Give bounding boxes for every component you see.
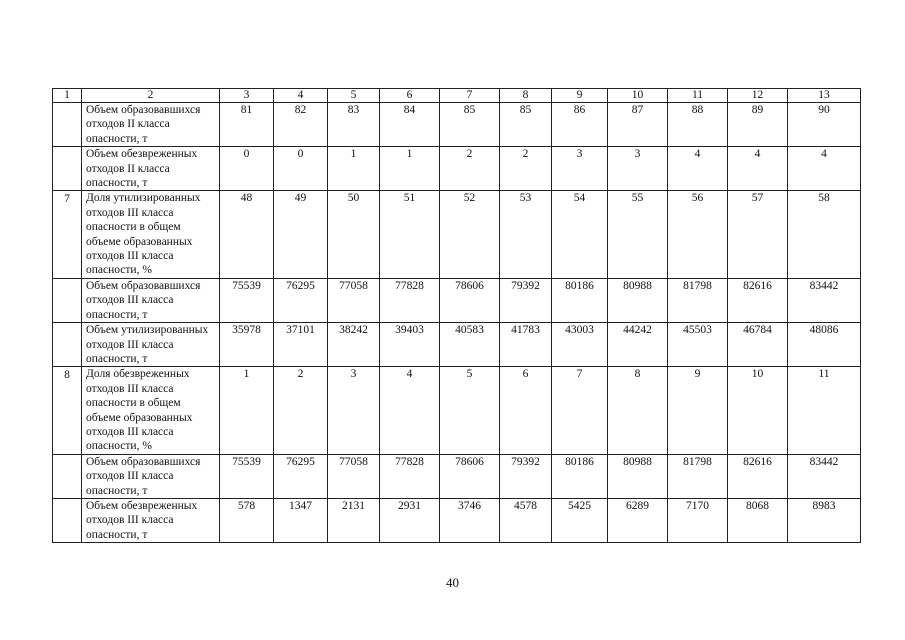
page-number: 40 bbox=[446, 575, 459, 590]
value-cell: 0 bbox=[274, 147, 328, 191]
value-cell: 40583 bbox=[440, 323, 500, 367]
value-cell: 3 bbox=[608, 147, 668, 191]
value-cell: 82616 bbox=[728, 454, 788, 498]
value-cell: 84 bbox=[380, 103, 440, 147]
column-header: 10 bbox=[608, 89, 668, 103]
value-cell: 51 bbox=[380, 191, 440, 278]
value-cell: 79392 bbox=[500, 278, 552, 322]
column-header: 4 bbox=[274, 89, 328, 103]
column-header: 7 bbox=[440, 89, 500, 103]
value-cell: 85 bbox=[500, 103, 552, 147]
value-cell: 81 bbox=[220, 103, 274, 147]
value-cell: 8 bbox=[608, 367, 668, 454]
value-cell: 6289 bbox=[608, 498, 668, 542]
row-number bbox=[53, 323, 82, 367]
indicator-label: Объем обезвреженных отходов III класса опасности, т bbox=[82, 498, 220, 542]
column-header: 12 bbox=[728, 89, 788, 103]
value-cell: 83442 bbox=[788, 454, 861, 498]
value-cell: 78606 bbox=[440, 454, 500, 498]
value-cell: 2 bbox=[440, 147, 500, 191]
value-cell: 10 bbox=[728, 367, 788, 454]
column-header: 8 bbox=[500, 89, 552, 103]
value-cell: 37101 bbox=[274, 323, 328, 367]
value-cell: 77828 bbox=[380, 454, 440, 498]
value-cell: 53 bbox=[500, 191, 552, 278]
value-cell: 2931 bbox=[380, 498, 440, 542]
column-header: 9 bbox=[552, 89, 608, 103]
column-header: 13 bbox=[788, 89, 861, 103]
table-row bbox=[53, 323, 861, 367]
table-header-row bbox=[53, 89, 861, 103]
value-cell: 58 bbox=[788, 191, 861, 278]
value-cell: 4 bbox=[788, 147, 861, 191]
indicator-label: Доля обезвреженных отходов III класса опасности в общем объеме образованных отходов III класса опасности, % bbox=[82, 367, 220, 454]
value-cell: 80186 bbox=[552, 454, 608, 498]
column-header: 3 bbox=[220, 89, 274, 103]
value-cell: 8068 bbox=[728, 498, 788, 542]
row-number: 8 bbox=[53, 367, 82, 454]
value-cell: 57 bbox=[728, 191, 788, 278]
value-cell: 81798 bbox=[668, 278, 728, 322]
value-cell: 85 bbox=[440, 103, 500, 147]
value-cell: 6 bbox=[500, 367, 552, 454]
row-number bbox=[53, 278, 82, 322]
value-cell: 4578 bbox=[500, 498, 552, 542]
column-header: 11 bbox=[668, 89, 728, 103]
value-cell: 87 bbox=[608, 103, 668, 147]
table-row bbox=[53, 498, 861, 542]
value-cell: 88 bbox=[668, 103, 728, 147]
value-cell: 35978 bbox=[220, 323, 274, 367]
value-cell: 48 bbox=[220, 191, 274, 278]
column-header: 6 bbox=[380, 89, 440, 103]
column-header: 5 bbox=[328, 89, 380, 103]
value-cell: 77058 bbox=[328, 454, 380, 498]
column-header: 2 bbox=[82, 89, 220, 103]
value-cell: 4 bbox=[728, 147, 788, 191]
data-table bbox=[52, 88, 861, 543]
value-cell: 38242 bbox=[328, 323, 380, 367]
value-cell: 3 bbox=[552, 147, 608, 191]
value-cell: 7170 bbox=[668, 498, 728, 542]
value-cell: 43003 bbox=[552, 323, 608, 367]
value-cell: 1 bbox=[380, 147, 440, 191]
value-cell: 75539 bbox=[220, 278, 274, 322]
value-cell: 2 bbox=[500, 147, 552, 191]
table-row bbox=[53, 147, 861, 191]
value-cell: 78606 bbox=[440, 278, 500, 322]
value-cell: 11 bbox=[788, 367, 861, 454]
table-row bbox=[53, 367, 861, 454]
value-cell: 4 bbox=[380, 367, 440, 454]
indicator-label: Объем утилизированных отходов III класса опасности, т bbox=[82, 323, 220, 367]
value-cell: 5425 bbox=[552, 498, 608, 542]
value-cell: 76295 bbox=[274, 454, 328, 498]
indicator-label: Объем образовавшихся отходов III класса опасности, т bbox=[82, 454, 220, 498]
value-cell: 578 bbox=[220, 498, 274, 542]
value-cell: 3 bbox=[328, 367, 380, 454]
value-cell: 44242 bbox=[608, 323, 668, 367]
value-cell: 3746 bbox=[440, 498, 500, 542]
value-cell: 8983 bbox=[788, 498, 861, 542]
value-cell: 82 bbox=[274, 103, 328, 147]
table-row bbox=[53, 278, 861, 322]
value-cell: 89 bbox=[728, 103, 788, 147]
value-cell: 80186 bbox=[552, 278, 608, 322]
value-cell: 76295 bbox=[274, 278, 328, 322]
value-cell: 80988 bbox=[608, 278, 668, 322]
value-cell: 0 bbox=[220, 147, 274, 191]
value-cell: 54 bbox=[552, 191, 608, 278]
table-row bbox=[53, 454, 861, 498]
value-cell: 46784 bbox=[728, 323, 788, 367]
value-cell: 7 bbox=[552, 367, 608, 454]
value-cell: 4 bbox=[668, 147, 728, 191]
value-cell: 2131 bbox=[328, 498, 380, 542]
value-cell: 1 bbox=[220, 367, 274, 454]
value-cell: 82616 bbox=[728, 278, 788, 322]
value-cell: 77828 bbox=[380, 278, 440, 322]
table-row bbox=[53, 103, 861, 147]
value-cell: 86 bbox=[552, 103, 608, 147]
row-number: 7 bbox=[53, 191, 82, 278]
indicator-label: Объем обезвреженных отходов II класса опасности, т bbox=[82, 147, 220, 191]
value-cell: 1 bbox=[328, 147, 380, 191]
value-cell: 90 bbox=[788, 103, 861, 147]
row-number bbox=[53, 498, 82, 542]
indicator-label: Доля утилизированных отходов III класса опасности в общем объеме образованных отходов III класса опасности, % bbox=[82, 191, 220, 278]
value-cell: 2 bbox=[274, 367, 328, 454]
table-row bbox=[53, 191, 861, 278]
column-header: 1 bbox=[53, 89, 82, 103]
value-cell: 83 bbox=[328, 103, 380, 147]
value-cell: 1347 bbox=[274, 498, 328, 542]
indicator-label: Объем образовавшихся отходов III класса опасности, т bbox=[82, 278, 220, 322]
value-cell: 55 bbox=[608, 191, 668, 278]
value-cell: 75539 bbox=[220, 454, 274, 498]
value-cell: 77058 bbox=[328, 278, 380, 322]
value-cell: 79392 bbox=[500, 454, 552, 498]
value-cell: 83442 bbox=[788, 278, 861, 322]
value-cell: 56 bbox=[668, 191, 728, 278]
row-number bbox=[53, 147, 82, 191]
value-cell: 50 bbox=[328, 191, 380, 278]
value-cell: 49 bbox=[274, 191, 328, 278]
value-cell: 52 bbox=[440, 191, 500, 278]
value-cell: 81798 bbox=[668, 454, 728, 498]
value-cell: 45503 bbox=[668, 323, 728, 367]
value-cell: 80988 bbox=[608, 454, 668, 498]
value-cell: 39403 bbox=[380, 323, 440, 367]
value-cell: 48086 bbox=[788, 323, 861, 367]
indicator-label: Объем образовавшихся отходов II класса опасности, т bbox=[82, 103, 220, 147]
row-number bbox=[53, 454, 82, 498]
row-number bbox=[53, 103, 82, 147]
value-cell: 41783 bbox=[500, 323, 552, 367]
value-cell: 5 bbox=[440, 367, 500, 454]
value-cell: 9 bbox=[668, 367, 728, 454]
